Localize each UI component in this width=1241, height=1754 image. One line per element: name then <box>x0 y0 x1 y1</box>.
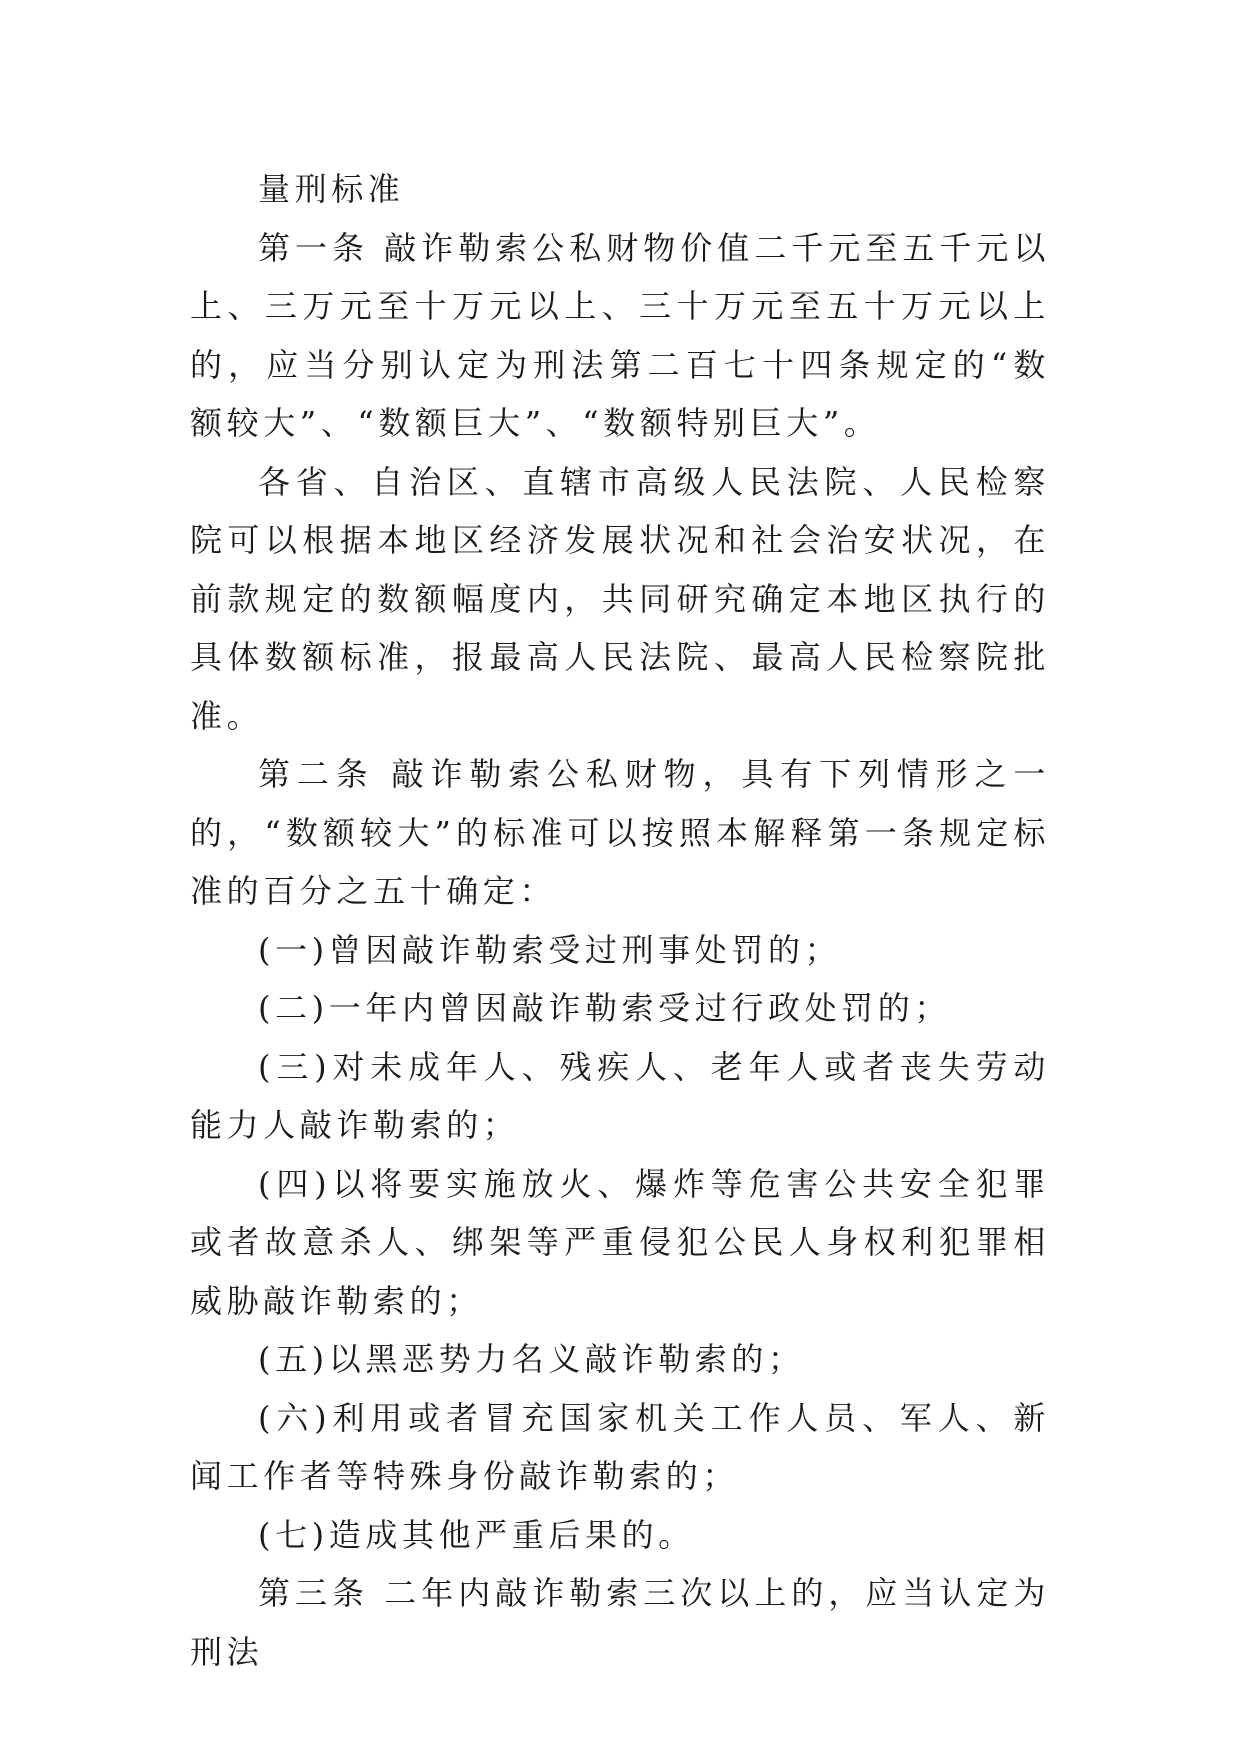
list-item-5: (五)以黑恶势力名义敲诈勒索的； <box>258 1340 805 1378</box>
article-2-paragraph: 第二条 敲诈勒索公私财物，具有下列情形之一的，“数额较大”的标准可以按照本解释第一条规定标准的百分之五十确定： <box>190 755 1050 910</box>
list-item-3: (三)对未成年人、残疾人、老年人或者丧失劳动能力人敲诈勒索的； <box>190 1047 1050 1144</box>
list-item-1: (一)曾因敲诈勒索受过刑事处罚的； <box>258 930 842 969</box>
article-3-paragraph: 第三条 二年内敲诈勒索三次以上的，应当认定为刑法 <box>190 1574 1050 1671</box>
document-body <box>190 160 1050 1681</box>
list-item-2: (二)一年内曾因敲诈勒索受过行政处罚的； <box>258 989 951 1027</box>
list-item-7: (七)造成其他严重后果的。 <box>258 1515 695 1554</box>
list-item-4: (四)以将要实施放火、爆炸等危害公共安全犯罪或者故意杀人、绑架等严重侵犯公民人身权利犯罪相威胁敲诈勒索的； <box>190 1164 1050 1320</box>
list-item-6: (六)利用或者冒充国家机关工作人员、军人、新闻工作者等特殊身份敲诈勒索的； <box>190 1398 1050 1495</box>
article-1-second-paragraph: 各省、自治区、直辖市高级人民法院、人民检察院可以根据本地区经济发展状况和社会治安状况，在前款规定的数额幅度内，共同研究确定本地区执行的具体数额标准，报最高人民法院、最高人民检察院批准。 <box>190 462 1050 735</box>
article-1-paragraph: 第一条 敲诈勒索公私财物价值二千元至五千元以上、三万元至十万元以上、三十万元至五十万元以上的，应当分别认定为刑法第二百七十四条规定的“数额较大”、“数额巨大”、“数额特别巨大”。 <box>190 228 1050 442</box>
section-heading: 量刑标准 <box>258 170 405 208</box>
